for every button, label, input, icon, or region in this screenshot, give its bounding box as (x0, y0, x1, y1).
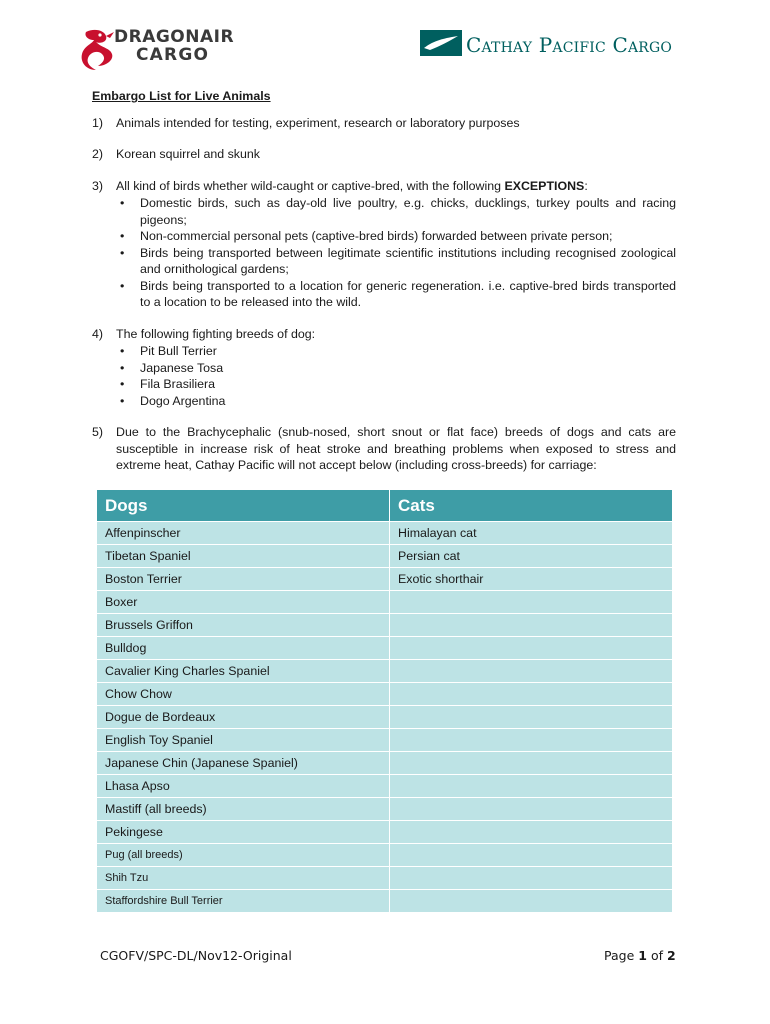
dog-cell: Pug (all breeds) (97, 844, 390, 867)
dog-cell: Bulldog (97, 637, 390, 660)
exceptions-list (116, 195, 676, 311)
table-row (97, 775, 673, 798)
bullet-item (116, 278, 676, 311)
cat-cell (390, 890, 673, 913)
cat-cell (390, 660, 673, 683)
dogs-header: Dogs (97, 490, 390, 522)
bullet-icon: • (120, 278, 125, 293)
table-row (97, 614, 673, 637)
document-title: Embargo List for Live Animals (92, 89, 271, 103)
table-row (97, 867, 673, 890)
item-number: 1) (92, 115, 104, 130)
dog-cell: Mastiff (all breeds) (97, 798, 390, 821)
dragonair-line2: CARGO (136, 45, 210, 65)
list-item (92, 146, 676, 163)
cat-cell (390, 729, 673, 752)
dog-cell: Affenpinscher (97, 522, 390, 545)
document-body (92, 88, 676, 489)
bullet-icon: • (120, 344, 125, 358)
bullet-text: Domestic birds, such as day-old live poultry, e.g. chicks, ducklings, turkey poults and racing pigeons; (140, 196, 676, 227)
bullet-text: Birds being transported to a location for generic regeneration. i.e. captive-bred birds transported to a location to be released into the wild. (140, 278, 676, 309)
dog-cell: Boxer (97, 591, 390, 614)
table-row (97, 591, 673, 614)
brachycephalic-breeds-table (96, 489, 673, 913)
table-row (97, 752, 673, 775)
cat-cell: Himalayan cat (390, 522, 673, 545)
cat-cell (390, 637, 673, 660)
cat-cell (390, 706, 673, 729)
dragon-logo-icon (78, 26, 118, 72)
table-row (97, 683, 673, 706)
dog-cell: Brussels Griffon (97, 614, 390, 637)
item-text: Korean squirrel and skunk (116, 147, 260, 161)
page-current: 1 (638, 948, 647, 963)
bullet-icon: • (120, 229, 125, 243)
dog-cell: Shih Tzu (97, 867, 390, 890)
cathay-pacific-cargo-logo: Cathay Pacific Cargo (466, 33, 673, 57)
bullet-item (116, 360, 676, 377)
page-word: Page (604, 948, 635, 963)
bullet-text: Japanese Tosa (140, 360, 224, 375)
cathay-brushwing-icon (420, 30, 462, 56)
cat-cell (390, 867, 673, 890)
cats-header: Cats (390, 490, 673, 522)
dog-cell: Boston Terrier (97, 568, 390, 591)
cat-cell (390, 775, 673, 798)
item-text: Due to the Brachycephalic (snub-nosed, short snout or flat face) breeds of dogs and cats are susceptible in increase risk of heat stroke and breathing problems when exposed to stress and extreme heat, Cathay Pacific will not accept below (including cross-breeds) for carriage: (116, 425, 676, 472)
exceptions-label: EXCEPTIONS (504, 178, 585, 193)
item-text-suffix: : (584, 178, 588, 193)
page-header (0, 0, 770, 80)
table-row (97, 545, 673, 568)
list-item (92, 326, 676, 410)
table-row (97, 890, 673, 913)
table-row (97, 729, 673, 752)
bullet-icon: • (120, 393, 125, 408)
bullet-icon: • (120, 196, 125, 210)
dog-cell: Tibetan Spaniel (97, 545, 390, 568)
table-row (97, 568, 673, 591)
bullet-icon: • (120, 245, 125, 260)
item-text: The following fighting breeds of dog: (116, 326, 316, 341)
bullet-item (116, 343, 676, 360)
bullet-icon: • (120, 377, 125, 391)
bullet-text: Pit Bull Terrier (140, 344, 217, 358)
page-of: of (650, 948, 663, 963)
cat-cell (390, 591, 673, 614)
bullet-item (116, 195, 676, 228)
page-total: 2 (666, 948, 676, 963)
item-number: 3) (92, 178, 104, 193)
list-item (92, 178, 676, 311)
dragonair-cargo-logo (114, 28, 234, 64)
page-number (604, 948, 676, 963)
dragonair-line1: DRAGONAIR (114, 27, 235, 47)
bullet-item (116, 393, 676, 410)
bullet-item (116, 245, 676, 278)
table-row (97, 522, 673, 545)
table-header-row (97, 490, 673, 522)
list-item (92, 115, 676, 132)
item-text: All kind of birds whether wild-caught or captive-bred, with the following (116, 178, 505, 193)
cat-cell: Persian cat (390, 545, 673, 568)
cat-cell (390, 798, 673, 821)
cat-cell (390, 752, 673, 775)
bullet-item (116, 376, 676, 393)
dog-cell: Japanese Chin (Japanese Spaniel) (97, 752, 390, 775)
item-number: 5) (92, 425, 104, 439)
item-number: 4) (92, 326, 104, 341)
bullet-icon: • (120, 360, 125, 375)
table-row (97, 821, 673, 844)
item-number: 2) (92, 147, 104, 161)
dog-cell: Dogue de Bordeaux (97, 706, 390, 729)
dog-cell: Cavalier King Charles Spaniel (97, 660, 390, 683)
list-item (92, 424, 676, 474)
table-row (97, 660, 673, 683)
dog-cell: English Toy Spaniel (97, 729, 390, 752)
bullet-item (116, 228, 676, 245)
bullet-text: Birds being transported between legitimate scientific institutions including recognised zoological and ornithological gardens; (140, 245, 676, 276)
cat-cell: Exotic shorthair (390, 568, 673, 591)
fighting-breeds-list (116, 343, 676, 409)
cat-cell (390, 844, 673, 867)
cat-cell (390, 614, 673, 637)
item-text: Animals intended for testing, experiment, research or laboratory purposes (116, 115, 520, 130)
cat-cell (390, 821, 673, 844)
bullet-text: Fila Brasiliera (140, 377, 216, 391)
table-row (97, 798, 673, 821)
bullet-text: Non-commercial personal pets (captive-bred birds) forwarded between private person; (140, 229, 613, 243)
dog-cell: Lhasa Apso (97, 775, 390, 798)
cat-cell (390, 683, 673, 706)
document-code: CGOFV/SPC-DL/Nov12-Original (100, 948, 292, 963)
dog-cell: Staffordshire Bull Terrier (97, 890, 390, 913)
dog-cell: Pekingese (97, 821, 390, 844)
bullet-text: Dogo Argentina (140, 393, 226, 408)
dog-cell: Chow Chow (97, 683, 390, 706)
table-row (97, 637, 673, 660)
table-row (97, 706, 673, 729)
table-row (97, 844, 673, 867)
